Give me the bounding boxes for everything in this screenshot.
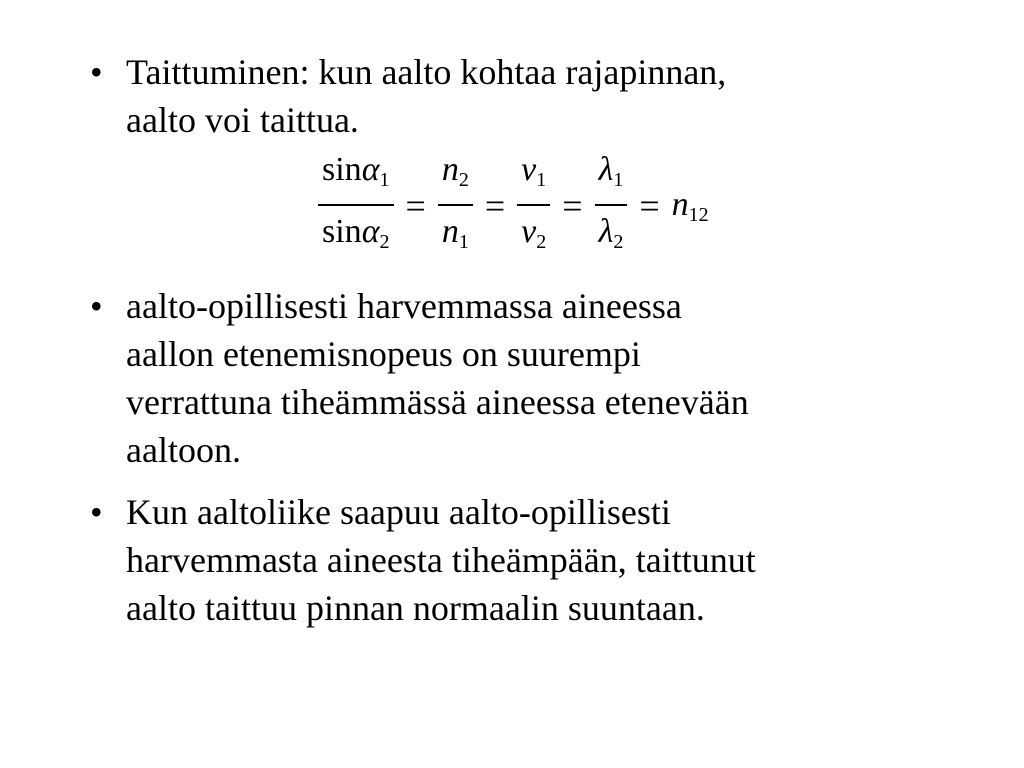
bullet-line: aaltoon.	[126, 430, 241, 470]
bullet-line: aalto-opillisesti harvemmassa aineessa	[126, 286, 682, 326]
v-symbol: v	[521, 151, 537, 188]
fraction-refractive-index	[438, 148, 473, 264]
alpha-symbol: α	[361, 213, 380, 250]
bullet-line: aalto taittuu pinnan normaalin suuntaan.	[126, 588, 705, 628]
subscript: 12	[688, 203, 709, 226]
fraction-numerator	[595, 148, 628, 202]
subscript: 1	[458, 231, 469, 253]
n-symbol: n	[671, 185, 689, 223]
subscript: 2	[379, 231, 390, 253]
bullet-line: aallon etenemisnopeus on suurempi	[126, 334, 641, 374]
fraction-denominator	[517, 210, 550, 264]
fraction-numerator	[517, 148, 550, 202]
subscript: 2	[536, 231, 547, 253]
fraction-denominator	[595, 210, 628, 264]
equals-sign: =	[405, 186, 426, 226]
bullet-line: aalto voi taittua.	[126, 100, 359, 140]
lambda-symbol: λ	[598, 151, 614, 188]
fraction-wavelength	[595, 148, 628, 264]
subscript: 1	[613, 169, 624, 191]
subscript: 2	[613, 231, 624, 253]
equals-sign: =	[562, 186, 583, 226]
bullet-line: verrattuna tiheämmässä aineessa etenevään	[126, 382, 749, 422]
bullet-marker: •	[90, 52, 103, 92]
sin-label: sin	[322, 213, 362, 250]
bullet-line: Kun aaltoliike saapuu aalto-opillisesti	[126, 492, 671, 532]
subscript: 1	[379, 169, 390, 191]
fraction-bar	[438, 204, 473, 206]
equals-sign: =	[639, 186, 660, 226]
fraction-numerator	[438, 148, 473, 202]
v-symbol: v	[521, 213, 537, 250]
bullet-text	[126, 488, 986, 632]
n-symbol: n	[441, 151, 459, 188]
fraction-velocity	[517, 148, 550, 264]
fraction-bar	[318, 204, 394, 206]
fraction-denominator	[318, 210, 394, 264]
bullet-text	[126, 48, 986, 144]
bullet-line: Taittuminen: kun aalto kohtaa rajapinnan,	[126, 52, 727, 92]
sin-label: sin	[322, 151, 362, 188]
fraction-bar	[595, 204, 628, 206]
fraction-numerator	[318, 148, 394, 202]
fraction-denominator	[438, 210, 473, 264]
bullet-marker: •	[90, 492, 103, 532]
refraction-formula	[318, 150, 709, 262]
alpha-symbol: α	[361, 151, 380, 188]
relative-index	[672, 186, 709, 227]
bullet-marker: •	[90, 286, 103, 326]
lambda-symbol: λ	[598, 213, 614, 250]
bullet-text	[126, 282, 986, 474]
n-symbol: n	[441, 213, 459, 250]
fraction-bar	[517, 204, 550, 206]
fraction-sin-ratio	[318, 148, 394, 264]
bullet-line: harvemmasta aineesta tiheämpään, taittunut	[126, 540, 756, 580]
subscript: 2	[458, 169, 469, 191]
equals-sign: =	[484, 186, 506, 226]
subscript: 1	[536, 169, 547, 191]
